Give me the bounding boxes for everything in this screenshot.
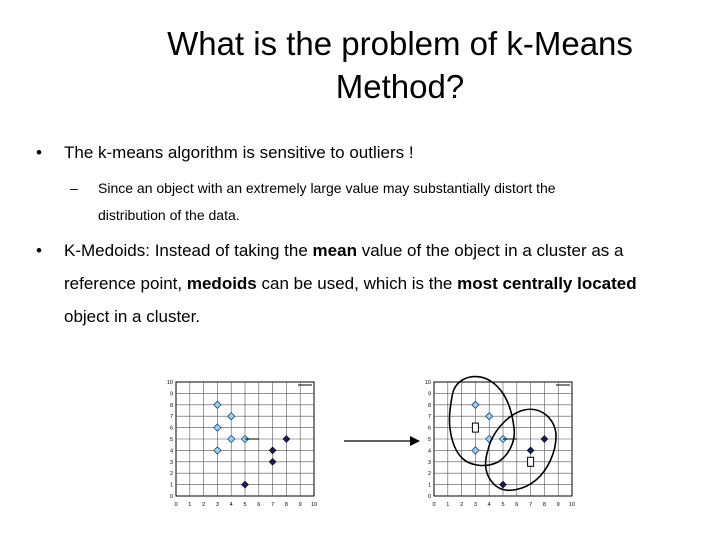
y-tick-label: 3 xyxy=(169,459,173,466)
y-tick-label: 4 xyxy=(169,448,173,455)
y-tick-label: 2 xyxy=(427,471,431,478)
x-tick-label: 6 xyxy=(257,502,261,508)
transition-arrow xyxy=(344,436,420,446)
y-tick-label: 7 xyxy=(169,414,173,421)
x-tick-label: 8 xyxy=(542,502,546,508)
bullet-kmedoids-line2 xyxy=(64,267,684,300)
bullet-dot: • xyxy=(36,143,42,162)
y-tick-label: 6 xyxy=(427,425,431,432)
sub-bullet-distort-line2: distribution of the data. xyxy=(98,207,240,223)
x-tick-label: 1 xyxy=(446,502,450,508)
y-tick-label: 9 xyxy=(169,391,173,398)
bullet-dot: • xyxy=(36,241,42,260)
y-tick-label: 1 xyxy=(169,482,173,489)
x-tick-label: 7 xyxy=(529,502,533,508)
kmeans-plot xyxy=(167,380,317,508)
x-tick-label: 9 xyxy=(298,502,302,508)
y-tick-label: 10 xyxy=(166,380,173,386)
x-tick-label: 1 xyxy=(188,502,192,508)
y-tick-label: 0 xyxy=(169,494,173,500)
y-tick-label: 0 xyxy=(427,494,431,500)
medoid-marker xyxy=(472,423,478,432)
slide-title-line2: Method? xyxy=(335,68,465,105)
y-tick-label: 2 xyxy=(169,471,173,478)
sub-bullet-distort-line1: Since an object with an extremely large value may substantially distort the xyxy=(98,180,556,196)
bullet-outliers-text: The k-means algorithm is sensitive to outliers ! xyxy=(64,143,414,162)
y-tick-label: 6 xyxy=(169,425,173,432)
bullet-kmedoids-central: most centrally located xyxy=(457,274,637,293)
bullet-kmedoids-mean: mean xyxy=(312,241,357,260)
x-tick-label: 4 xyxy=(487,502,491,508)
slide-title xyxy=(100,22,700,108)
y-tick-label: 9 xyxy=(427,391,431,398)
y-tick-label: 7 xyxy=(427,414,431,421)
bullet-kmedoids-line2-mid: can be used, which is the xyxy=(256,274,458,293)
x-tick-label: 6 xyxy=(515,502,519,508)
y-tick-label: 8 xyxy=(427,402,431,409)
clustering-figure xyxy=(0,370,720,540)
y-tick-label: 5 xyxy=(169,437,173,443)
bullet-kmedoids-line1 xyxy=(64,234,684,267)
x-tick-label: 4 xyxy=(229,502,233,508)
sub-bullet-dash: – xyxy=(70,180,78,196)
x-tick-label: 9 xyxy=(556,502,560,508)
bullet-kmedoids-line2-pre: reference point, xyxy=(64,274,187,293)
y-tick-label: 4 xyxy=(427,448,431,455)
x-tick-label: 5 xyxy=(501,502,505,508)
y-tick-label: 5 xyxy=(427,437,431,443)
bullet-kmedoids-medoids: medoids xyxy=(186,274,257,293)
x-tick-label: 5 xyxy=(243,502,247,508)
x-tick-label: 8 xyxy=(284,502,288,508)
x-tick-label: 3 xyxy=(215,502,219,508)
y-tick-label: 3 xyxy=(427,459,431,466)
x-tick-label: 0 xyxy=(432,502,436,508)
x-tick-label: 2 xyxy=(460,502,464,508)
medoid-marker xyxy=(528,457,534,466)
bullet-kmedoids-line1-pre: K-Medoids: Instead of taking the xyxy=(64,241,313,260)
x-tick-label: 10 xyxy=(568,502,576,508)
bullet-kmedoids-line1-post: value of the object in a cluster as a xyxy=(356,241,624,260)
x-tick-label: 0 xyxy=(174,502,178,508)
x-tick-label: 7 xyxy=(271,502,275,508)
bullet-kmedoids-line3: object in a cluster. xyxy=(64,307,201,326)
x-tick-label: 3 xyxy=(473,502,477,508)
y-tick-label: 8 xyxy=(169,402,173,409)
y-tick-label: 10 xyxy=(424,380,431,386)
y-tick-label: 1 xyxy=(427,482,431,489)
slide-title-line1: What is the problem of k-Means xyxy=(167,25,633,62)
x-tick-label: 10 xyxy=(310,502,318,508)
x-tick-label: 2 xyxy=(202,502,206,508)
